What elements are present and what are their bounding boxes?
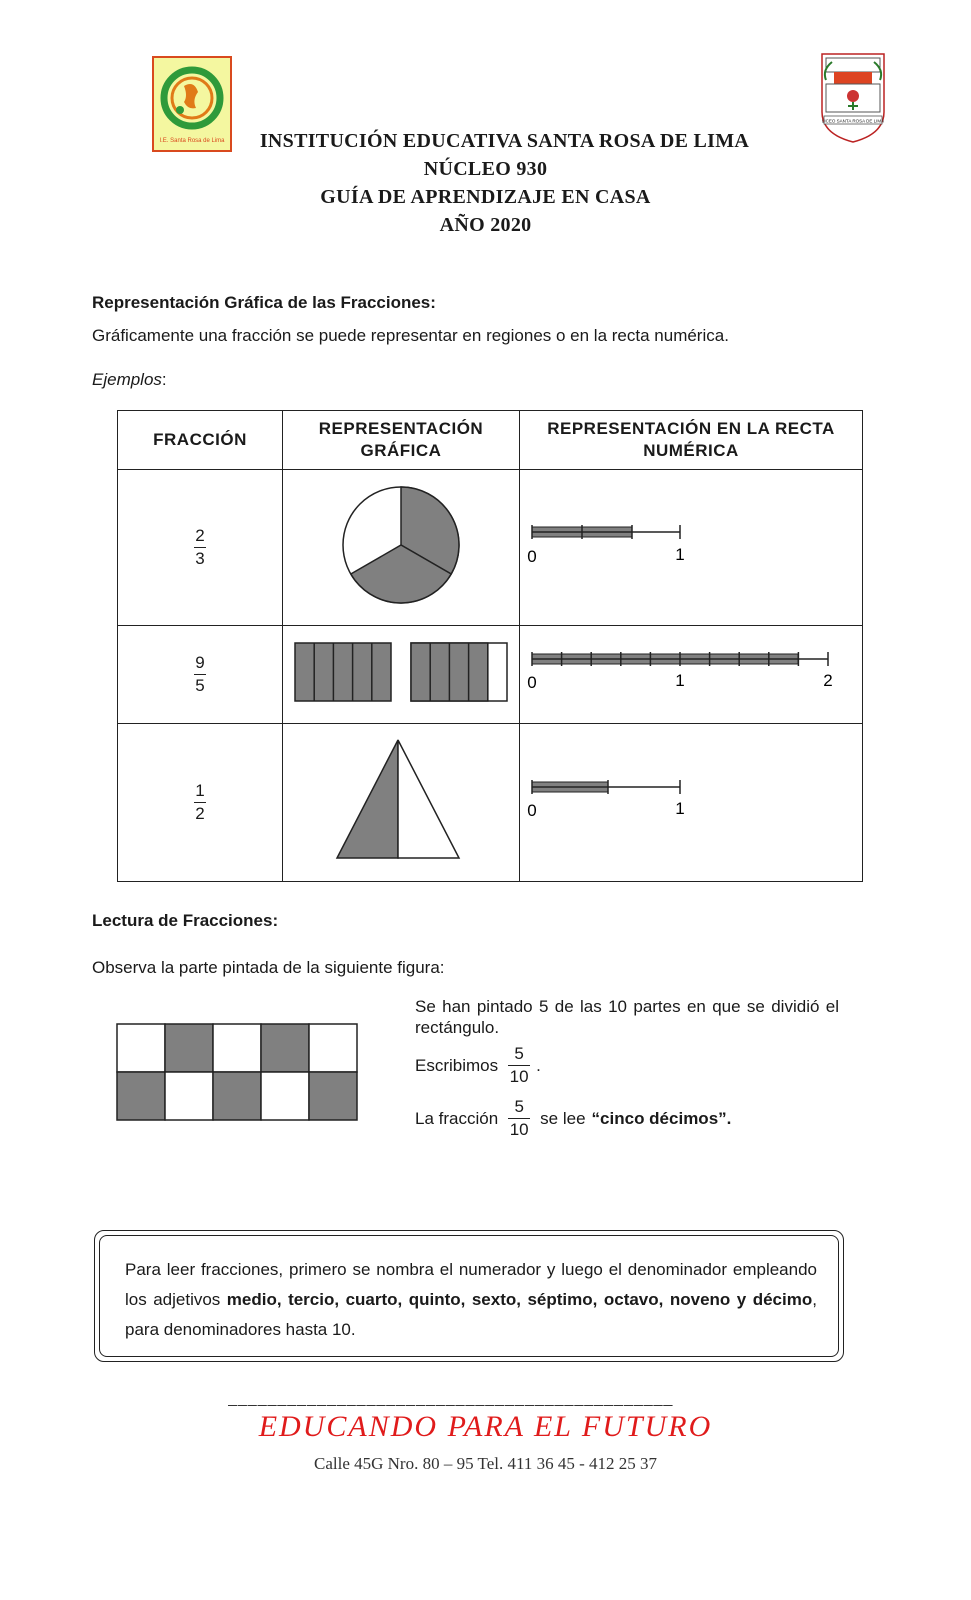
grid-cell-blank	[309, 1024, 357, 1072]
numberline-cell	[520, 470, 863, 626]
section-title-reading: Lectura de Fracciones:	[92, 911, 279, 930]
footer-divider: _____________________________________________	[228, 1390, 674, 1407]
shaded-grid-figure	[115, 1022, 359, 1127]
svg-text:0: 0	[527, 547, 537, 566]
fraction-five-tenths-read: $\frac{5}{10}$	[509, 1097, 529, 1139]
header-year: AÑO 2020	[439, 214, 532, 236]
graphic-cell	[283, 470, 520, 626]
grid-cell-shaded	[165, 1024, 213, 1072]
footer-address: Calle 45G Nro. 80 – 95 Tel. 411 36 45 - 412 25 37	[313, 1454, 658, 1473]
grid-cell-shaded	[117, 1072, 165, 1120]
svg-text:2: 2	[823, 671, 833, 690]
grid-cell-shaded	[261, 1024, 309, 1072]
numberline-cell	[520, 724, 863, 882]
numberline-nine-fifths	[520, 626, 862, 718]
header-guide: GUÍA DE APRENDIZAJE EN CASA	[320, 186, 651, 208]
reading-rule-box	[94, 1230, 844, 1362]
fraction-cell	[118, 470, 283, 626]
header-nucleo: NÚCLEO 930	[423, 158, 548, 180]
fraction-cell	[118, 626, 283, 724]
svg-text:0: 0	[527, 801, 537, 820]
intro-paragraph: Gráficamente una fracción se puede representar en regiones o en la recta numérica.	[92, 326, 729, 345]
triangle-one-half	[283, 724, 519, 876]
svg-text:0: 0	[527, 673, 537, 692]
graphic-cell	[283, 724, 520, 882]
svg-text:1: 1	[675, 671, 685, 690]
grid-cell-blank	[213, 1024, 261, 1072]
section-title-representation: Representación Gráfica de las Fracciones:	[92, 293, 436, 312]
table-header-row	[118, 411, 863, 470]
read-fraction-line: La fracción $\frac{5}{10}$ se lee “cinco décimos”.	[415, 1097, 732, 1139]
reading-rule-text: Para leer fracciones, primero se nombra el numerador y luego el denominador empleando los adjetivos medio, tercio, cuarto, quinto, sexto, séptimo, octavo, noveno y décimo, para denominadores hasta 10.	[125, 1260, 817, 1339]
svg-text:I.E. Santa Rosa de Lima: I.E. Santa Rosa de Lima	[159, 138, 225, 144]
header-institution: INSTITUCIÓN EDUCATIVA SANTA ROSA DE LIMA	[259, 130, 750, 152]
write-fraction-line: Escribimos $\frac{5}{10}$ .	[415, 1044, 541, 1086]
examples-label: Ejemplos:	[92, 370, 167, 389]
svg-text:LICEO SANTA ROSA DE LIMA: LICEO SANTA ROSA DE LIMA	[821, 118, 885, 124]
footer-motto: EDUCANDO PARA EL FUTURO	[258, 1410, 713, 1443]
grid-cell-blank	[117, 1024, 165, 1072]
rectangles-nine-fifths	[283, 626, 519, 718]
table-row	[118, 724, 863, 882]
fraction-five-tenths: $\frac{5}{10}$	[509, 1044, 529, 1086]
table-row	[118, 626, 863, 724]
svg-text:1: 1	[675, 799, 685, 818]
grid-cell-blank	[261, 1072, 309, 1120]
numberline-two-thirds	[520, 470, 862, 620]
numberline-cell	[520, 626, 863, 724]
graphic-cell	[283, 626, 520, 724]
grid-svg	[115, 1022, 359, 1122]
reading-description: Se han pintado 5 de las 10 partes en que se dividió el rectángulo.	[415, 997, 839, 1037]
fraction-nine-fifths: $\frac{9}{5}$	[195, 653, 205, 695]
grid-cell-blank	[165, 1072, 213, 1120]
reading-prompt: Observa la parte pintada de la siguiente figura:	[92, 958, 445, 977]
numberline-one-half	[520, 724, 862, 876]
svg-text:1: 1	[675, 545, 685, 564]
fraction-cell	[118, 724, 283, 882]
header-numberline: REPRESENTACIÓN EN LA RECTA NUMÉRICA	[520, 411, 863, 470]
fraction-one-half: $\frac{1}{2}$	[195, 781, 205, 823]
table-row	[118, 470, 863, 626]
grid-cell-shaded	[213, 1072, 261, 1120]
header-graphic: REPRESENTACIÓN GRÁFICA	[283, 411, 520, 470]
header-fraction: FRACCIÓN	[118, 411, 283, 470]
grid-cell-shaded	[309, 1072, 357, 1120]
fraction-two-thirds: $\frac{2}{3}$	[195, 526, 205, 568]
examples-table	[117, 410, 863, 882]
pie-two-thirds	[283, 470, 519, 620]
